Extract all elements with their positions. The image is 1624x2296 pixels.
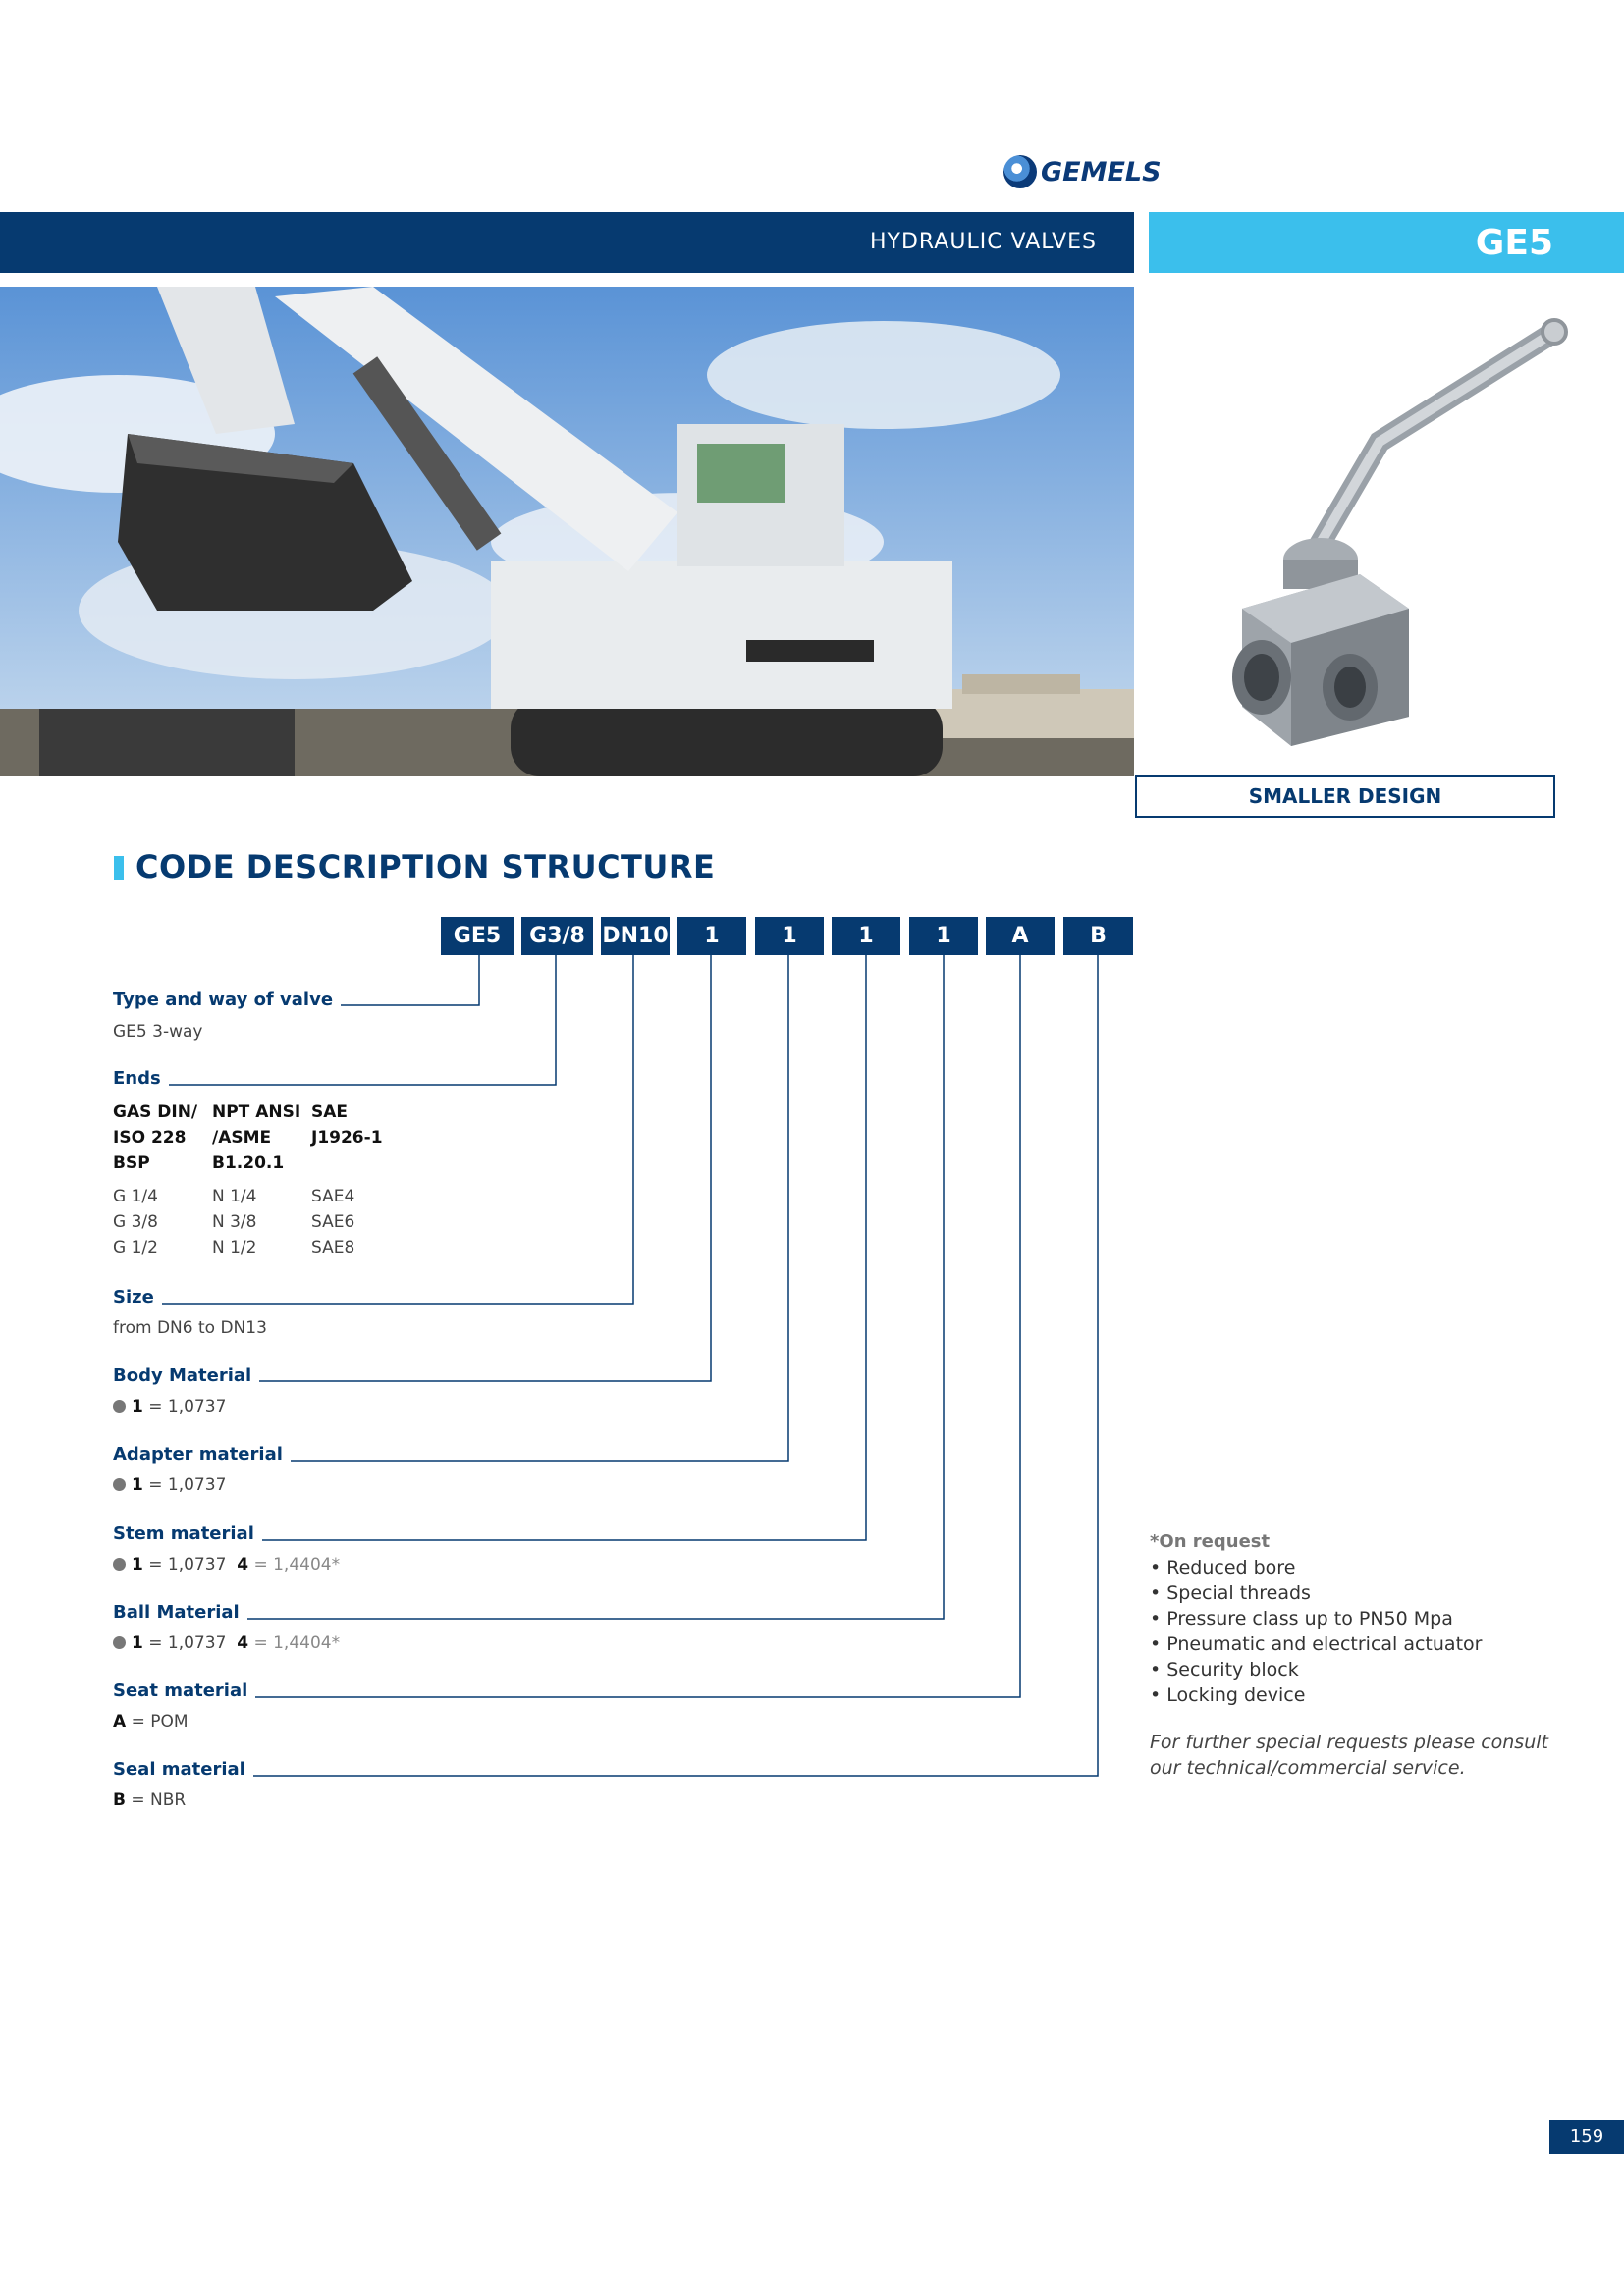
body-material-label: Body Material [113,1365,259,1387]
seal-material-value: B = NBR [113,1790,187,1810]
stem-material-label: Stem material [113,1523,262,1545]
seat-material-value: A = POM [113,1712,189,1732]
notes-item: • Reduced bore [1150,1557,1296,1578]
ends-cell: SAE6 [311,1212,355,1232]
section-title: CODE DESCRIPTION STRUCTURE [135,848,716,885]
ends-header-gas-2: ISO 228 [113,1128,187,1148]
ends-header-sae-2: J1926-1 [311,1128,383,1148]
type-label: Type and way of valve [113,989,341,1011]
code-box-type: GE5 [441,917,514,955]
code-box-seal: B [1063,917,1133,955]
ends-cell: G 3/8 [113,1212,158,1232]
bullet-icon [113,1400,126,1413]
smaller-design-label: SMALLER DESIGN [1135,775,1555,818]
ends-cell: SAE8 [311,1238,355,1257]
code-box-stem: 1 [832,917,900,955]
ends-cell: G 1/4 [113,1187,158,1206]
notes-item: • Pneumatic and electrical actuator [1150,1633,1483,1655]
ends-header-gas-3: BSP [113,1153,150,1173]
bullet-icon [113,1478,126,1491]
category-title: HYDRAULIC VALVES [869,230,1097,254]
brand-name: GEMELS [1041,157,1162,187]
code-box-adapter: 1 [755,917,824,955]
ends-header-npt-2: /ASME [212,1128,272,1148]
code-box-body: 1 [677,917,746,955]
ends-header-sae-1: SAE [311,1102,349,1122]
further-requests-note: For further special requests please consult our technical/commercial service. [1150,1732,1548,1779]
model-title: GE5 [1475,223,1553,263]
size-value: from DN6 to DN13 [113,1318,267,1338]
ends-cell: N 3/8 [212,1212,257,1232]
size-label: Size [113,1287,162,1308]
ends-header-npt-1: NPT ANSI [212,1102,301,1122]
code-box-seat: A [986,917,1055,955]
adapter-material-label: Adapter material [113,1444,291,1466]
ends-label: Ends [113,1068,169,1090]
ball-material-value: 1 = 1,0737 4 = 1,4404* [113,1632,340,1654]
ends-cell: G 1/2 [113,1238,158,1257]
notes-title: *On request [1150,1531,1271,1552]
on-request-notes [1150,1529,1582,1781]
notes-item: • Special threads [1150,1582,1311,1604]
stem-material-value: 1 = 1,0737 4 = 1,4404* [113,1554,340,1575]
notes-item: • Locking device [1150,1684,1306,1706]
bullet-icon [113,1558,126,1571]
code-box-ends: G3/8 [521,917,593,955]
code-box-ball: 1 [909,917,978,955]
seat-material-label: Seat material [113,1681,255,1702]
seal-material-label: Seal material [113,1759,253,1781]
body-material-value: 1 = 1,0737 [113,1396,226,1417]
bullet-icon [113,1636,126,1649]
notes-item: • Pressure class up to PN50 Mpa [1150,1608,1453,1629]
ends-header-gas-1: GAS DIN/ [113,1102,198,1122]
ends-cell: N 1/4 [212,1187,257,1206]
notes-item: • Security block [1150,1659,1299,1681]
page-number: 159 [1549,2120,1624,2154]
adapter-material-value: 1 = 1,0737 [113,1474,226,1496]
ends-header-npt-3: B1.20.1 [212,1153,285,1173]
ball-material-label: Ball Material [113,1602,247,1624]
code-box-size: DN10 [601,917,670,955]
ends-cell: N 1/2 [212,1238,257,1257]
type-value: GE5 3-way [113,1022,203,1041]
ends-cell: SAE4 [311,1187,355,1206]
